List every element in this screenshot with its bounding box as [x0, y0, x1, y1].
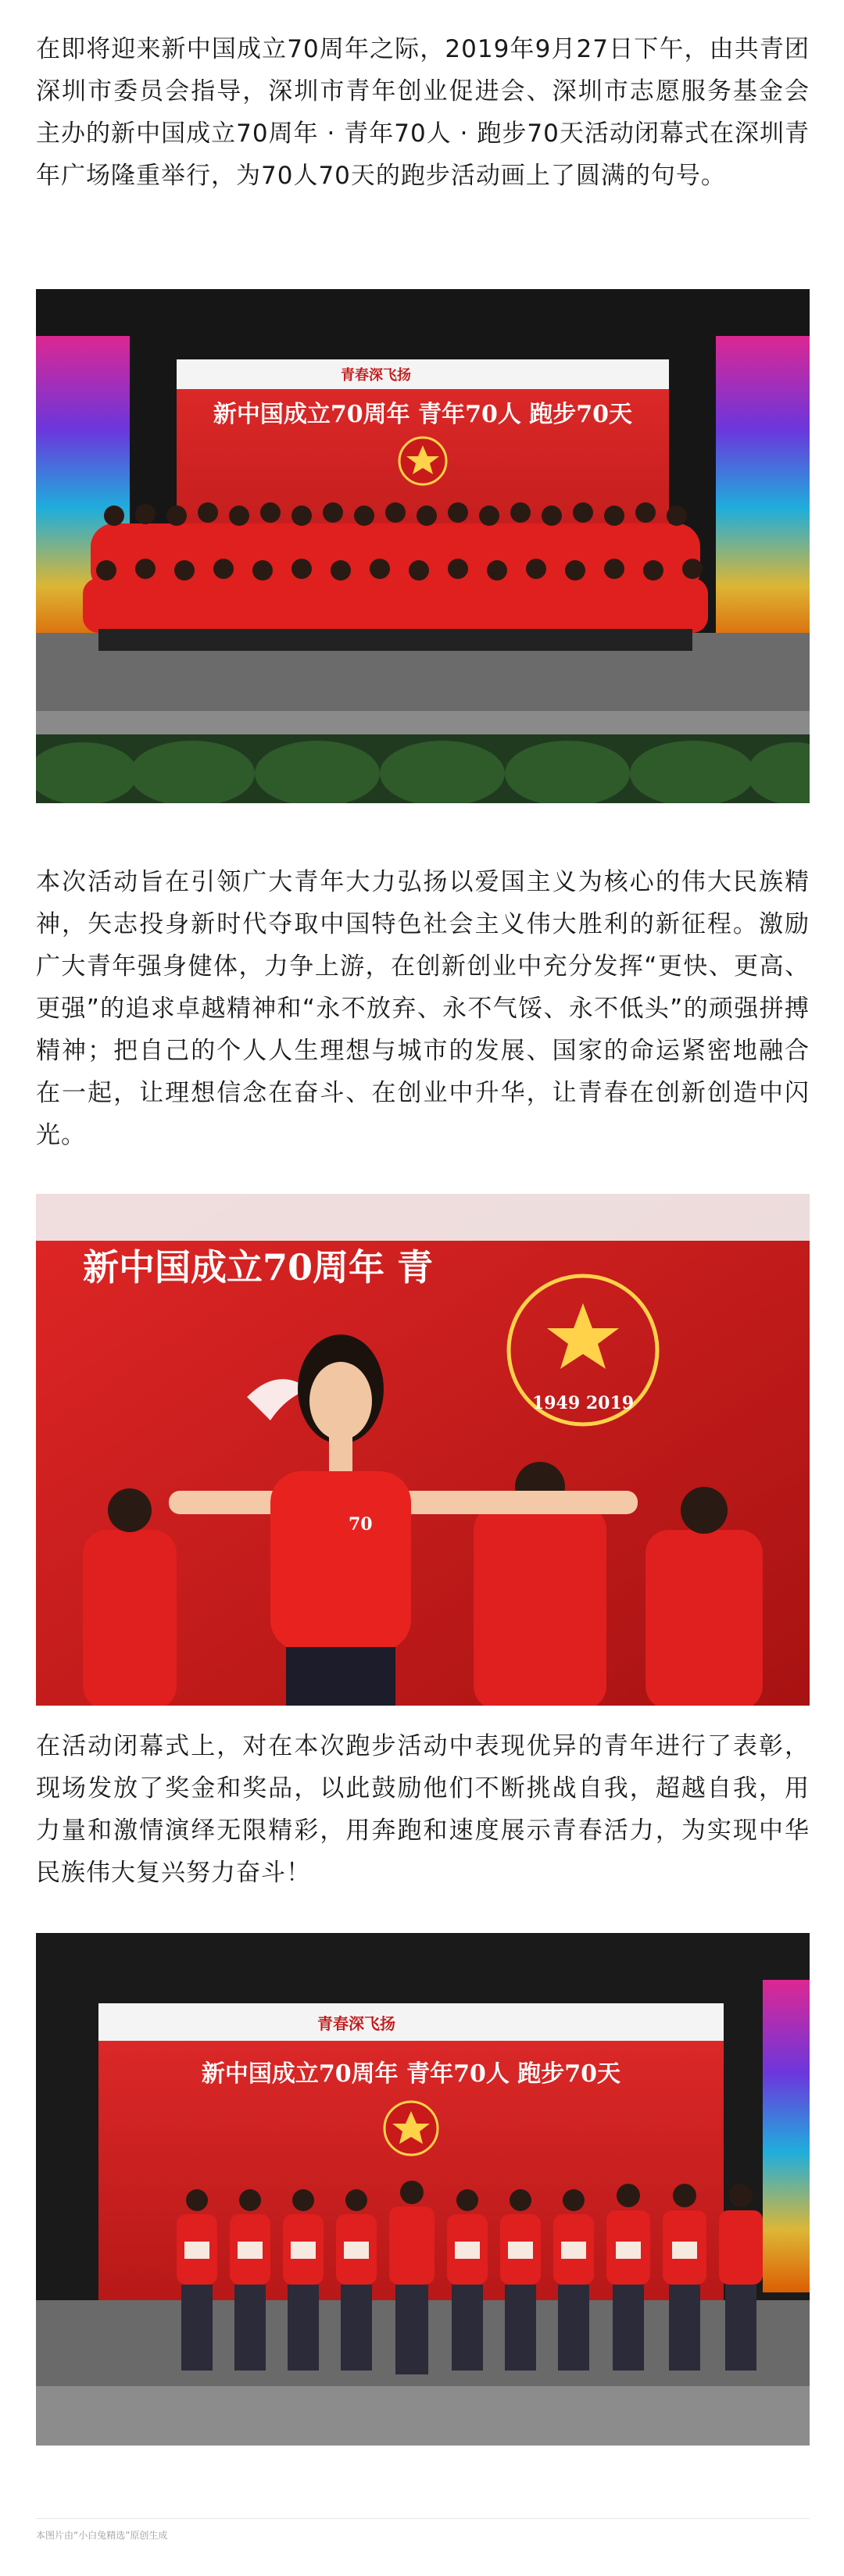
screen-logo-text-award: 青春深飞扬: [317, 2014, 395, 2033]
article-paragraph-1: 在即将迎来新中国成立70周年之际，2019年9月27日下午，由共青团深圳市委员会指导，深圳市青年创业促进会、深圳市志愿服务基金会主办的新中国成立70周年 · 青年70人 · 跑步70天活动闭幕式在深圳青年广场隆重举行，为70人70天的跑步活动画上了圆满的句号。: [36, 35, 810, 190]
footer-divider: [36, 2518, 810, 2519]
group-photo-stage: [36, 289, 810, 803]
screen-logo-text: 青春深飞扬: [341, 367, 411, 384]
footer-credit: 本图片由“小白兔精选”原创生成: [36, 2530, 168, 2541]
group-of-runners: [83, 502, 708, 651]
screen-title-award: 新中国成立70周年 青年70人 跑步70天: [201, 2060, 621, 2088]
shirt-number: 70: [349, 1514, 373, 1535]
screen-title-closeup: 新中国成立70周年 青: [83, 1246, 434, 1288]
screen-title: 新中国成立70周年 青年70人 跑步70天: [213, 401, 633, 428]
award-photo-stage: [36, 1933, 810, 2446]
emblem-years: 1949 2019: [531, 1393, 635, 1413]
article-paragraph-2: 本次活动旨在引领广大青年大力弘扬以爱国主义为核心的伟大民族精神，矢志投身新时代夺取中国特色社会主义伟大胜利的新征程。激励广大青年强身健体，力争上游，在创新创业中充分发挥“更快、更高、更强”的追求卓越精神和“永不放弃、永不气馁、永不低头”的顽强拼搏精神；把自己的个人人生理想与城市的发展、国家的命运紧密地融合在一起，让理想信念在奋斗、在创业中升华，让青春在创新创造中闪光。: [36, 868, 810, 1149]
article-paragraph-3: 在活动闭幕式上，对在本次跑步活动中表现优异的青年进行了表彰，现场发放了奖金和奖品，以此鼓励他们不断挑战自我，超越自我，用力量和激情演绎无限精彩，用奔跑和速度展示青春活力，为实现中华民族伟大复兴努力奋斗！: [36, 1732, 810, 1887]
runner-photo-closeup: [36, 1194, 810, 1706]
